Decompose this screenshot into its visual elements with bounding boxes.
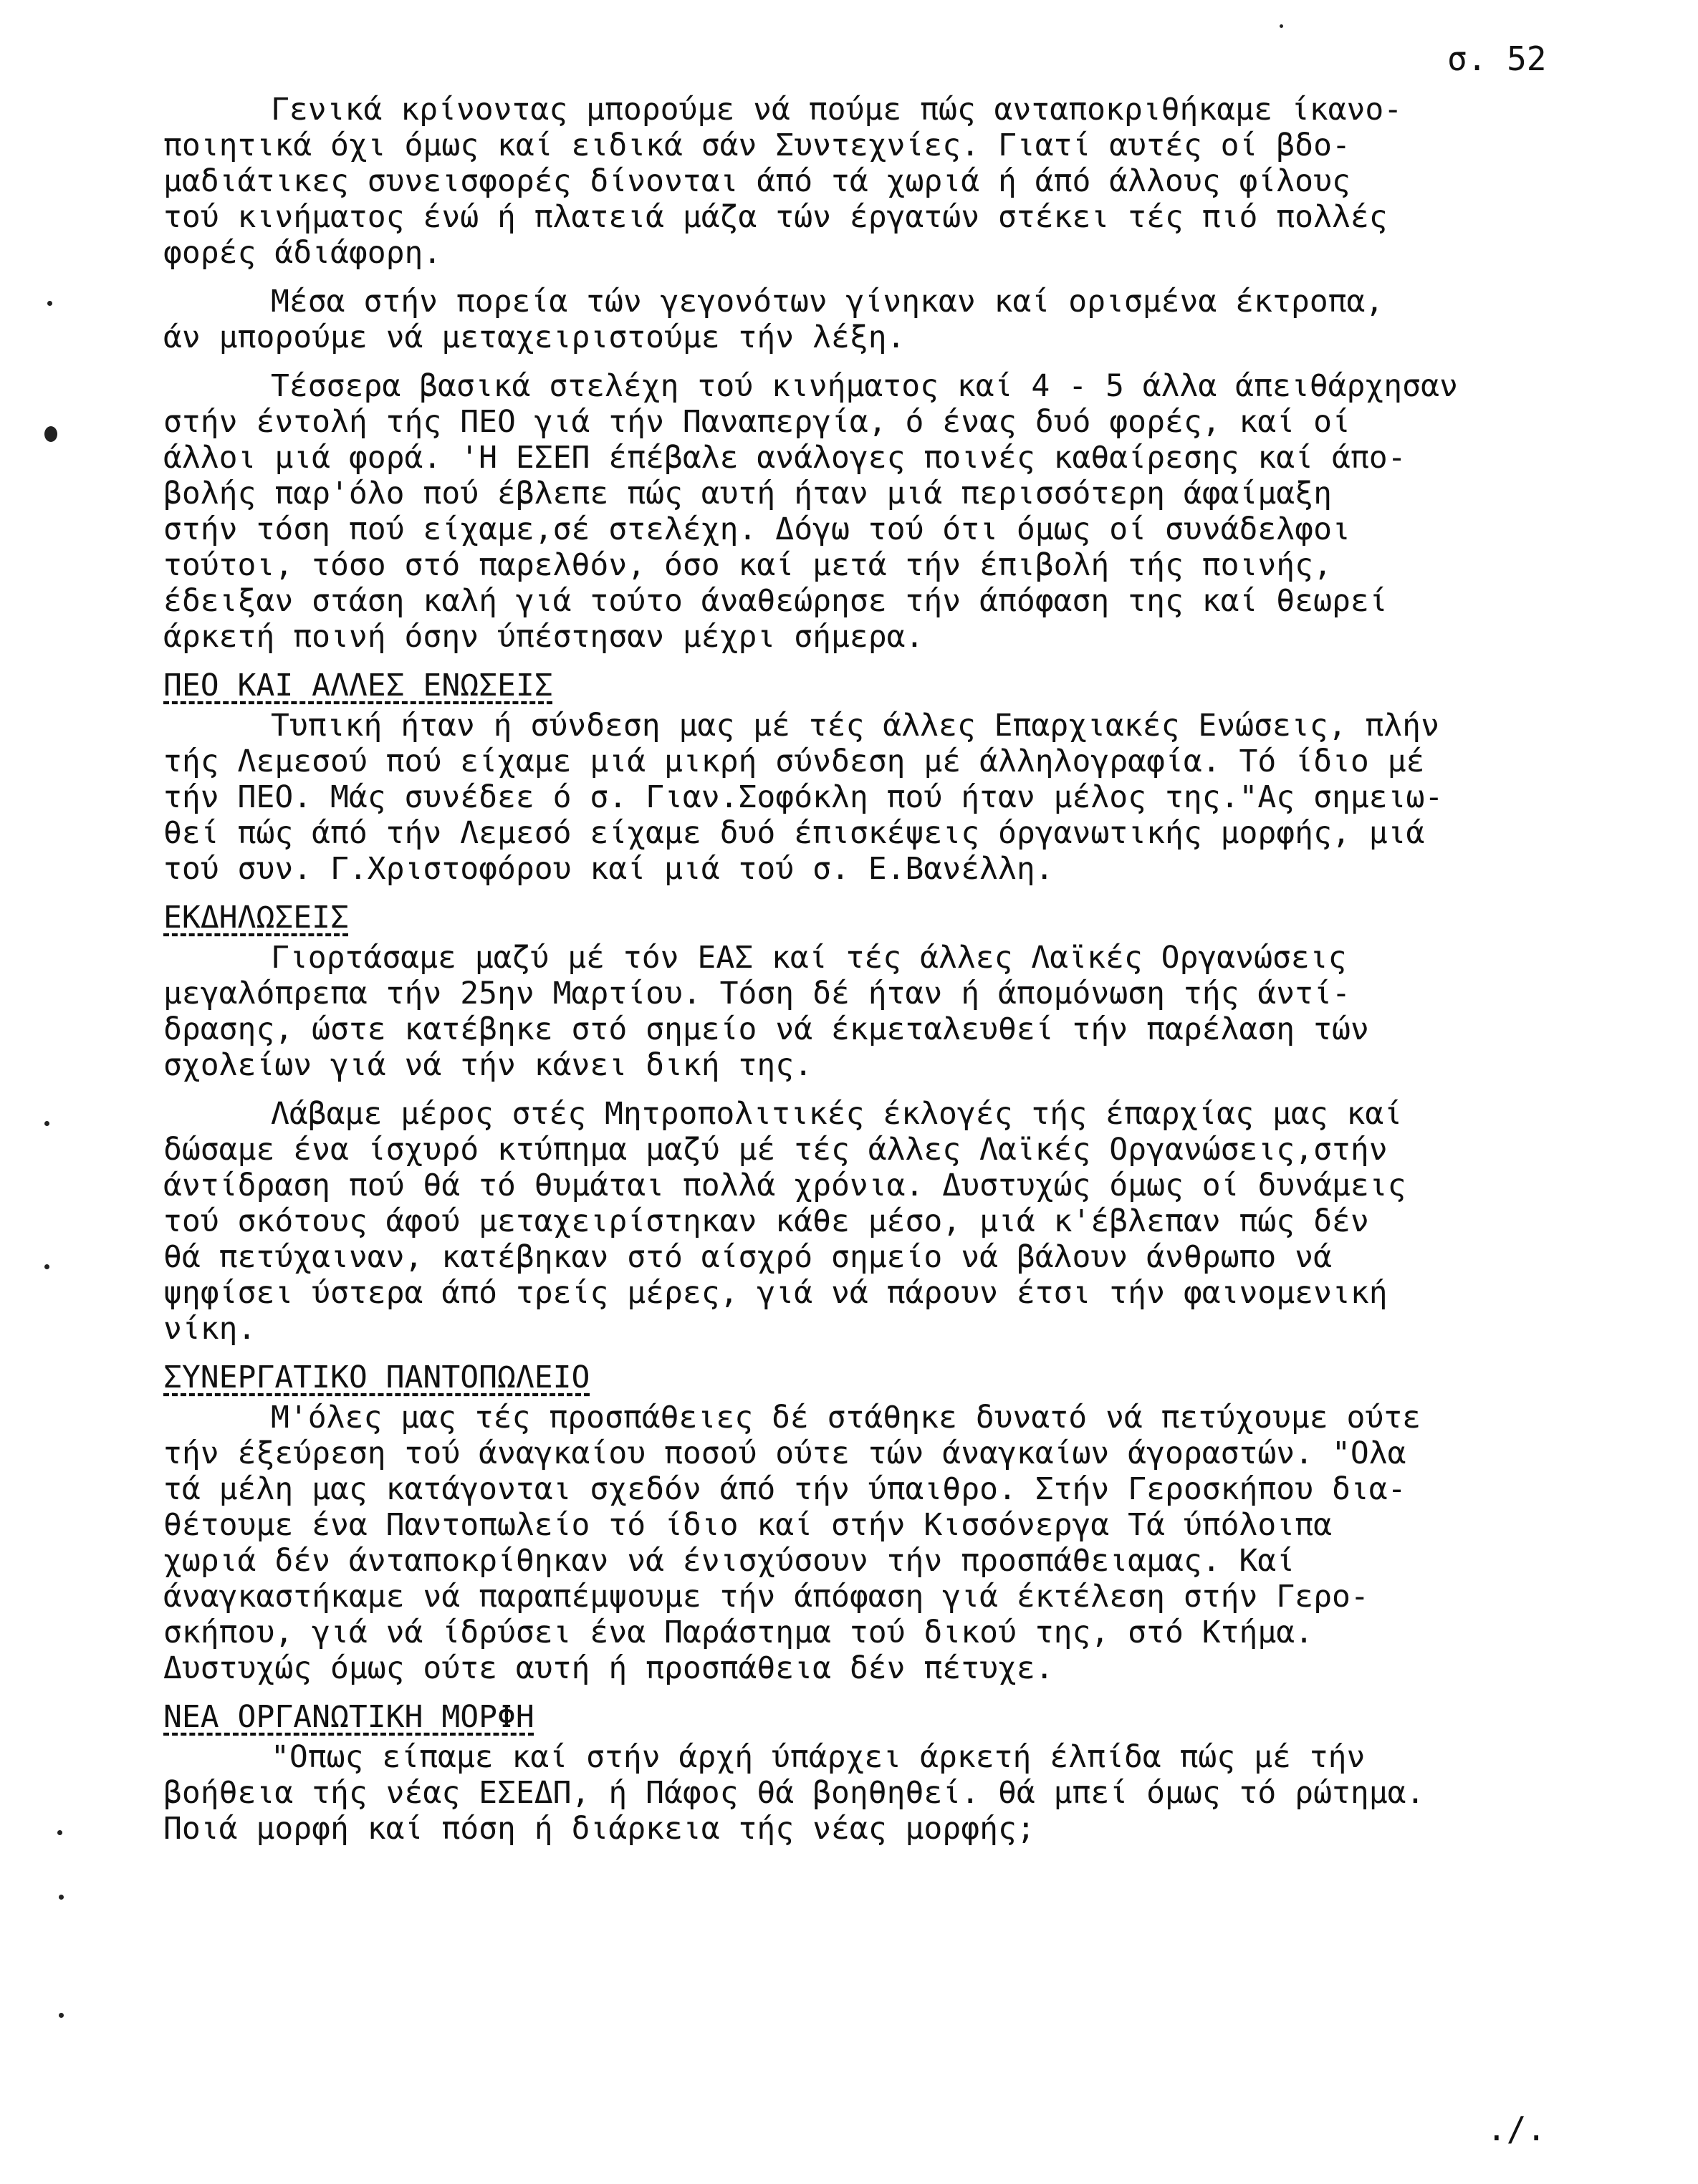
paragraph-events: Μέσα στήν πορεία τών γεγονότων γίνηκαν καί ορισμένα έκτροπα, άν μπορούμε νά μεταχειριστούμε τήν λέξη.: [163, 284, 1384, 355]
paragraph-general-assessment: Γενικά κρίνοντας μπορούμε νά πούμε πώς ανταποκριθήκαμε ίκανο- ποιητικά όχι όμως καί ειδικά σάν Συντεχνίες. Γιατί αυτές οί βδο- μαδιάτικες συνεισφορές δίνονται άπό τά χωριά ή άπό άλλους φίλους τού κινήματος ένώ ή πλατειά μάζα τών έργατών στέκει τές πιό πολλές φορές άδιάφορη.: [163, 92, 1403, 271]
heading-peo-unions: ΠΕΟ ΚΑΙ ΑΛΛΕΣ ΕΝΩΣΕΙΣ: [163, 668, 553, 703]
scan-speck: [57, 1830, 62, 1835]
document-body: [163, 92, 1625, 1860]
heading-new-organization: ΝΕΑ ΟΡΓΑΝΩΤΙΚΗ ΜΟΡΦΗ: [163, 1699, 534, 1735]
paragraph-elections: Λάβαμε μέρος στές Μητροπολιτικές έκλογές τής έπαρχίας μας καί δώσαμε ένα ίσχυρό κτύπημα μαζύ μέ τές άλλες Λαϊκές Οργανώσεις,στήν άντίδραση πού θά τό θυμάται πολλά χρόνια. Δυστυχώς όμως οί δυνάμεις τού σκότους άφού μεταχειρίστηκαν κάθε μέσο, μιά κ'έβλεπαν πώς δέν θά πετύχαιναν, κατέβηκαν στό αίσχρό σημείο νά βάλουν άνθρωπο νά ψηφίσει ύστερα άπό τρείς μέρες, γιά νά πάρουν έτσι τήν φαινομενική νίκη.: [163, 1096, 1406, 1347]
scan-speck: [59, 2013, 64, 2018]
continuation-mark: ./.: [1487, 2110, 1547, 2148]
scan-speck: [47, 301, 52, 306]
paragraph-discipline: Τέσσερα βασικά στελέχη τού κινήματος καί 4 - 5 άλλα άπειθάρχησαν στήν έντολή τής ΠΕΟ γιά τήν Παναπεργία, ό ένας δυό φορές, καί οί άλλοι μιά φορά. 'Η ΕΣΕΠ έπέβαλε ανάλογες ποινές καθαίρεσης καί άπο- βολής παρ'όλο πού έβλεπε πώς αυτή ήταν μιά περισσότερη άφαίμαξη στήν τόση πού είχαμε,σέ στελέχη. Δόγω τού ότι όμως οί συνάδελφοι τούτοι, τόσο στό παρελθόν, όσο καί μετά τήν έπιβολή τής ποινής, έδειξαν στάση καλή γιά τούτο άναθεώρησε τήν άπόφαση της καί θεωρεί άρκετή ποινή όσην ύπέστησαν μέχρι σήμερα.: [163, 368, 1458, 655]
heading-cooperative-store: ΣΥΝΕΡΓΑΤΙΚΟ ΠΑΝΤΟΠΩΛΕΙΟ: [163, 1360, 590, 1395]
scan-speck: [44, 1264, 49, 1269]
scan-speck: [44, 1121, 49, 1126]
paragraph-march-25: Γιορτάσαμε μαζύ μέ τόν ΕΑΣ καί τές άλλες Λαϊκές Οργανώσεις μεγαλόπρεπα τήν 25ην Μαρτίου. Τόση δέ ήταν ή άπομόνωση τής άντί- δρασης, ώστε κατέβηκε στό σημείο νά έκμεταλευθεί τήν παρέλαση τών σχολείων γιά νά τήν κάνει δική της.: [163, 940, 1369, 1083]
scan-speck: [59, 1895, 64, 1900]
paragraph-unions-connection: Τυπική ήταν ή σύνδεση μας μέ τές άλλες Επαρχιακές Ενώσεις, πλήν τής Λεμεσού πού είχαμε μιά μικρή σύνδεση μέ άλληλογραφία. Τό ίδιο μέ τήν ΠΕΟ. Μάς συνέδεε ό σ. Γιαν.Σοφόκλη πού ήταν μέλος της."Ας σημειω- θεί πώς άπό τήν Λεμεσό είχαμε δυό έπισκέψεις όργανωτικής μορφής, μιά τού συν. Γ.Χριστοφόρου καί μιά τού σ. Ε.Βανέλλη.: [163, 708, 1444, 887]
heading-events: ΕΚΔΗΛΩΣΕΙΣ: [163, 900, 349, 935]
paragraph-cooperative-store: Μ'όλες μας τές προσπάθειες δέ στάθηκε δυνατό νά πετύχουμε ούτε τήν έξεύρεση τού άναγκαίου ποσού ούτε τών άναγκαίων άγοραστών. "Ολα τά μέλη μας κατάγονται σχεδόν άπό τήν ύπαιθρο. Στήν Γεροσκήπου δια- θέτουμε ένα Παντοπωλείο τό ίδιο καί στήν Κισσόνεργα Τά ύπόλοιπα χωριά δέν άνταποκρίθηκαν νά ένισχύσουν τήν προσπάθειαμας. Καί άναγκαστήκαμε νά παραπέμψουμε τήν άπόφαση γιά έκτέλεση στήν Γερο- σκήπου, γιά νά ίδρύσει ένα Παράστημα τού δικού της, στό Κτήμα. Δυστυχώς όμως ούτε αυτή ή προσπάθεια δέν πέτυχε.: [163, 1400, 1421, 1686]
scan-speck: [1280, 24, 1283, 28]
scan-speck: [44, 426, 57, 442]
page-number: σ. 52: [1447, 39, 1547, 78]
paragraph-new-organization: "Οπως είπαμε καί στήν άρχή ύπάρχει άρκετή έλπίδα πώς μέ τήν βοήθεια τής νέας ΕΣΕΔΠ, ή Πάφος θά βοηθηθεί. θά μπεί όμως τό ρώτημα. Ποιά μορφή καί πόση ή διάρκεια τής νέας μορφής;: [163, 1739, 1425, 1847]
